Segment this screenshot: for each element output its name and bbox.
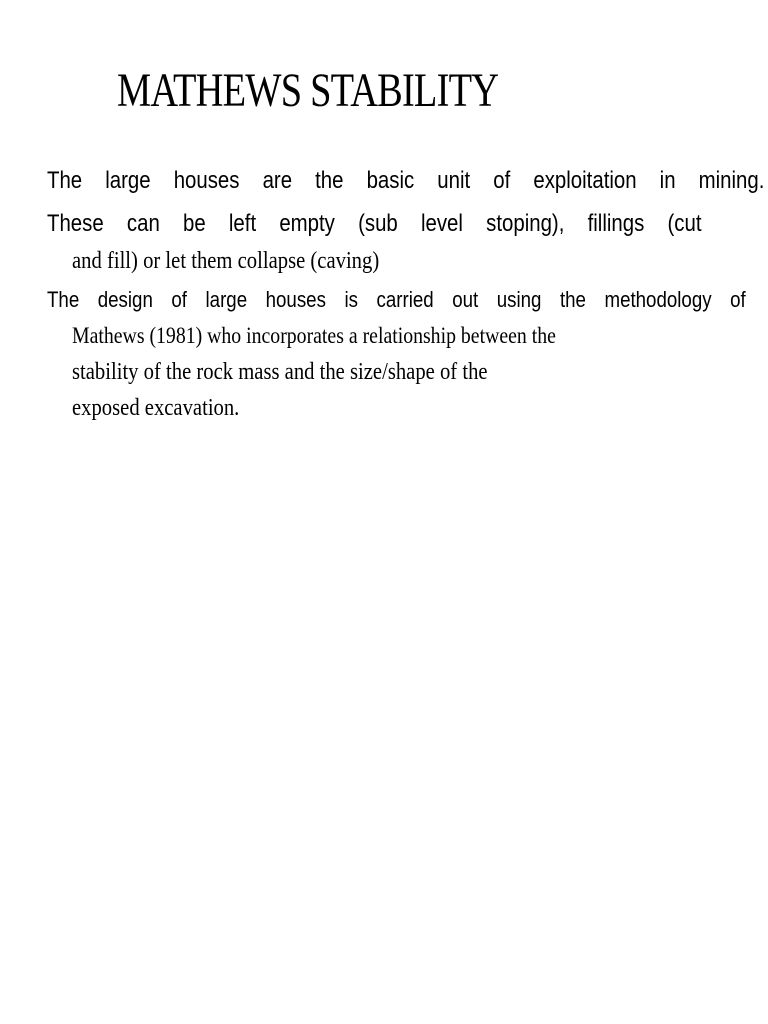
body-line-2: These can be left empty (sub level stoping), fillings (cut [47,210,702,237]
body-line-7: exposed excavation. [72,395,240,421]
body-line-5: Mathews (1981) who incorporates a relationship between the [72,323,556,348]
body-line-4: The design of large houses is carried out using the methodology of [47,287,746,312]
body-line-6: stability of the rock mass and the size/shape of the [72,359,488,385]
slide-title: MATHEWS STABILITY [117,64,499,117]
body-line-1: The large houses are the basic unit of exploitation in mining. [47,167,765,194]
body-line-3: and fill) or let them collapse (caving) [72,248,380,274]
